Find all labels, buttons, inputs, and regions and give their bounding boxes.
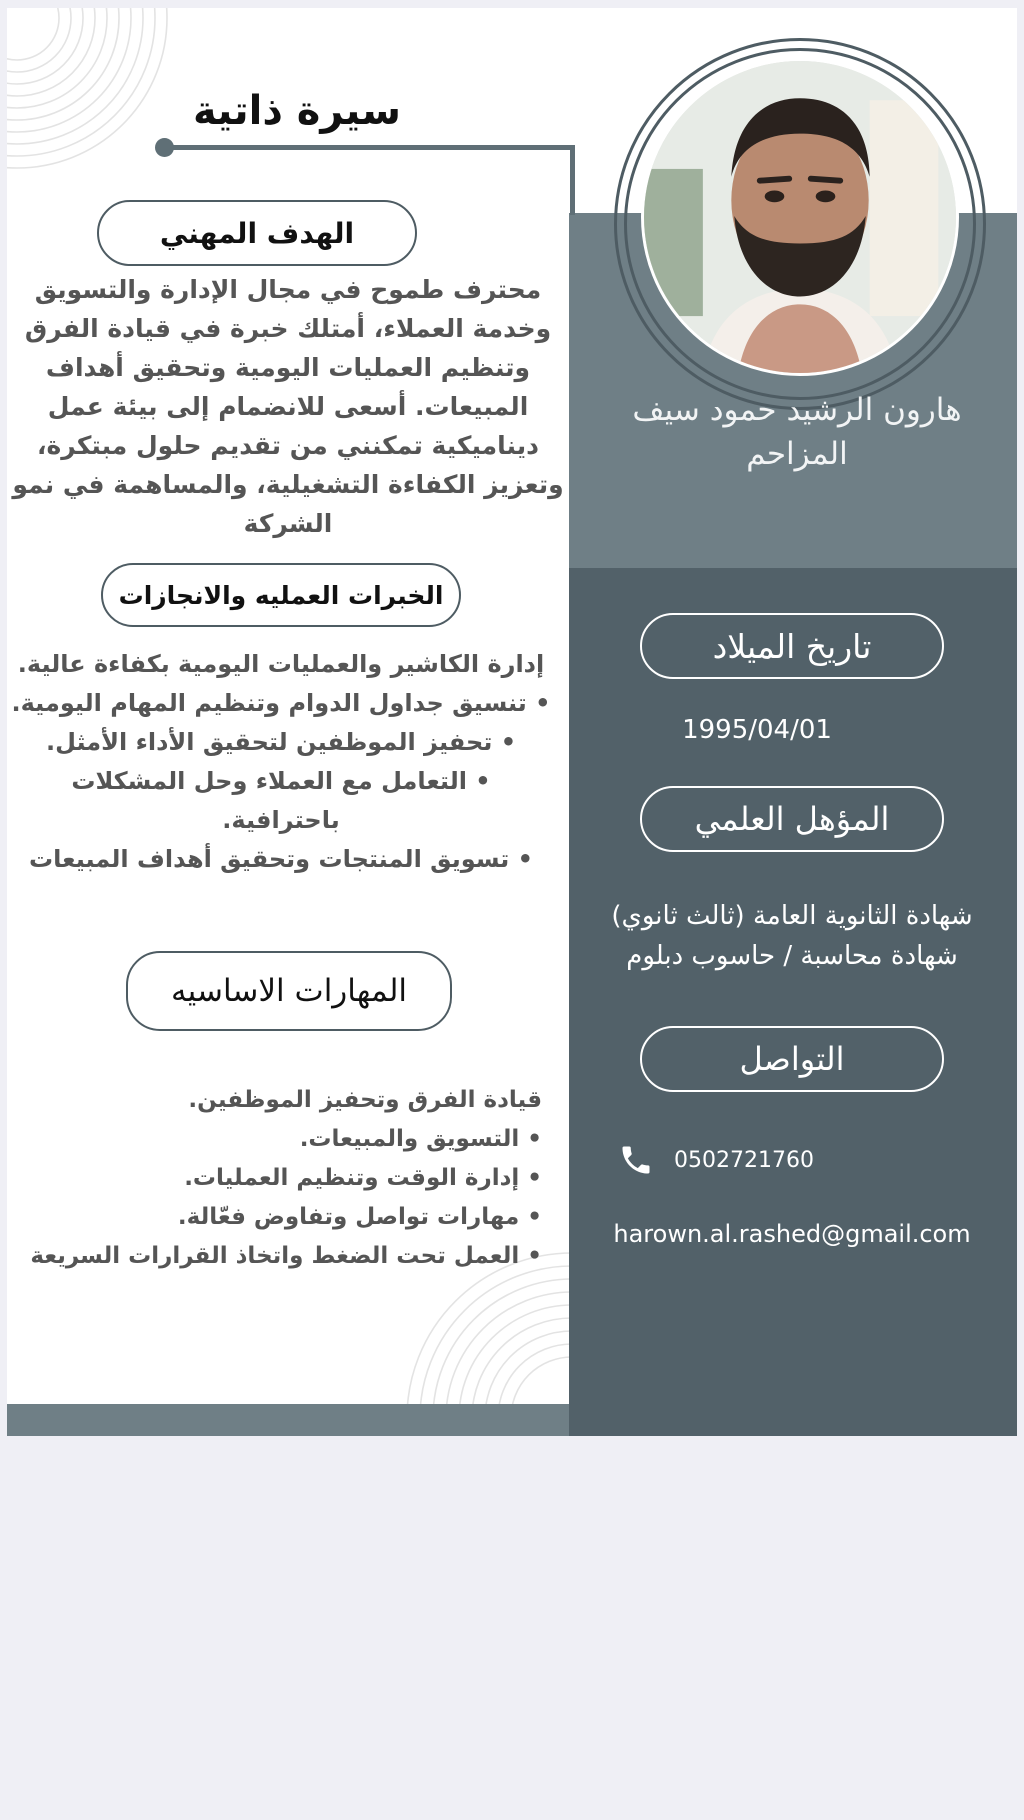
candidate-name: [587, 388, 1007, 476]
birth-date: 1995/04/01: [682, 715, 832, 745]
bottom-strip: [7, 1404, 569, 1436]
experience-item: • التعامل مع العملاء وحل المشكلات: [71, 767, 491, 795]
experience-item: • تنسيق جداول الدوام وتنظيم المهام اليومية.: [11, 689, 551, 717]
skill-item: • إدارة الوقت وتنظيم العمليات.: [184, 1165, 542, 1191]
name-line: هارون الرشيد حمود سيف: [632, 392, 962, 428]
objective-line: المبيعات. أسعى للانضمام إلى بيئة عمل: [47, 392, 529, 421]
profile-photo-illustration: [644, 61, 956, 373]
qualification-text: [577, 896, 1007, 976]
experience-list: [7, 645, 555, 879]
email-address[interactable]: harown.al.rashed@gmail.com: [613, 1220, 971, 1248]
top-left-arc-decoration: [7, 8, 177, 188]
experience-item: إدارة الكاشير والعمليات اليومية بكفاءة عالية.: [17, 650, 545, 678]
skill-item: • مهارات تواصل وتفاوض فعّالة.: [177, 1204, 542, 1230]
objective-line: الشركة: [243, 509, 333, 538]
skills-list: [7, 1081, 542, 1276]
objective-line: وتنظيم العمليات اليومية وتحقيق أهداف: [45, 353, 531, 382]
skill-item: • العمل تحت الضغط واتخاذ القرارات السريعة: [30, 1243, 542, 1269]
experience-item: باحترافية.: [222, 806, 340, 834]
experience-item: • تسويق المنتجات وتحقيق أهداف المبيعات: [29, 845, 533, 873]
qualification-line: شهادة الثانوية العامة (ثالث ثانوي): [611, 901, 973, 931]
right-panel-bottom: [569, 568, 1017, 1436]
title-connector-line: [570, 145, 575, 215]
phone-row[interactable]: [618, 1138, 814, 1182]
phone-number[interactable]: 0502721760: [674, 1147, 814, 1173]
title-dot: [155, 138, 174, 157]
objective-line: وتعزيز الكفاءة التشغيلية، والمساهمة في نمو: [12, 470, 564, 499]
qualification-line: شهادة محاسبة / حاسوب دبلوم: [626, 941, 958, 971]
experience-item: • تحفيز الموظفين لتحقيق الأداء الأمثل.: [45, 728, 517, 756]
cv-title: سيرة ذاتية: [193, 88, 401, 134]
birth-date-heading: تاريخ الميلاد: [640, 613, 944, 679]
contact-heading: التواصل: [640, 1026, 944, 1092]
name-line: المزاحم: [746, 436, 848, 472]
objective-text: [7, 270, 569, 543]
cv-page: [7, 8, 1017, 1436]
title-underline: [165, 145, 575, 150]
experience-heading: الخبرات العمليه والانجازات: [101, 563, 461, 627]
phone-icon: [618, 1142, 654, 1178]
skill-item: • التسويق والمبيعات.: [299, 1126, 542, 1152]
objective-line: محترف طموح في مجال الإدارة والتسويق: [34, 275, 542, 304]
skills-heading: المهارات الاساسيه: [126, 951, 452, 1031]
objective-line: ديناميكية تمكنني من تقديم حلول مبتكرة،: [37, 431, 539, 460]
qualification-heading: المؤهل العلمي: [640, 786, 944, 852]
skill-item: قيادة الفرق وتحفيز الموظفين.: [188, 1087, 542, 1113]
profile-photo: [641, 58, 959, 376]
objective-line: وخدمة العملاء، أمتلك خبرة في قيادة الفرق: [24, 314, 552, 343]
objective-heading: الهدف المهني: [97, 200, 417, 266]
